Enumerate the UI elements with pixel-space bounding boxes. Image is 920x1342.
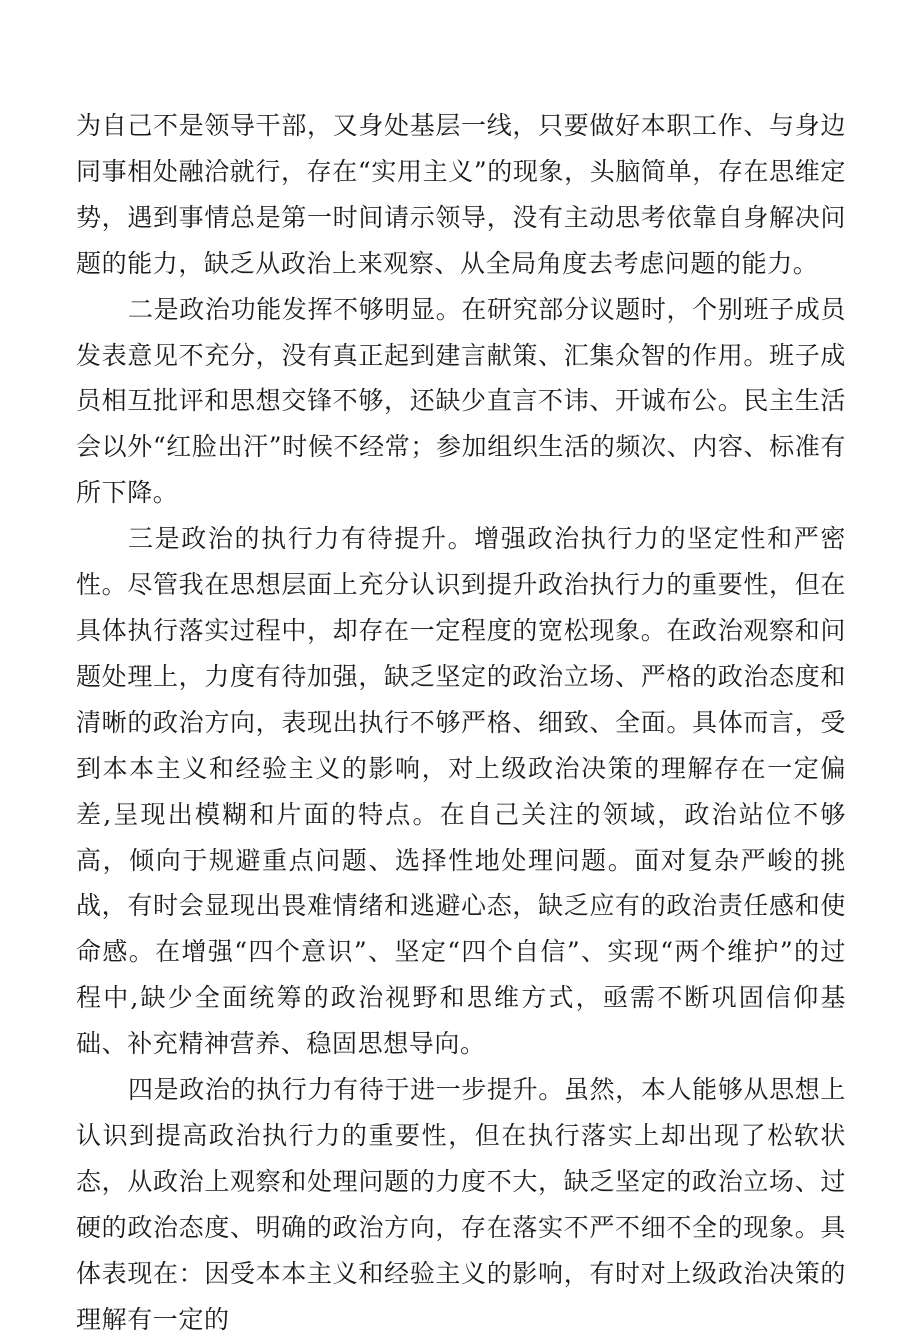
paragraph-continuation: 为自己不是领导干部，又身处基层一线，只要做好本职工作、与身边同事相处融洽就行，存在“实用主义”的现象，头脑简单，存在思维定势，遇到事情总是第一时间请示领导，没有主动思考依靠自身解决问题的能力，缺乏从政治上来观察、从全局角度去考虑问题的能力。 <box>76 111 846 278</box>
paragraph-political-function: 二是政治功能发挥不够明显。在研究部分议题时，个别班子成员发表意见不充分，没有真正起到建言献策、汇集众智的作用。班子成员相互批评和思想交锋不够，还缺少直言不讳、开诚布公。民主生活会以外“红脸出汗”时候不经常；参加组织生活的频次、内容、标准有所下降。 <box>76 294 846 508</box>
paragraph-execution-power: 三是政治的执行力有待提升。增强政治执行力的坚定性和严密性。尽管我在思想层面上充分认识到提升政治执行力的重要性，但在具体执行落实过程中，却存在一定程度的宽松现象。在政治观察和问题处理上，力度有待加强，缺乏坚定的政治立场、严格的政治态度和清晰的政治方向，表现出执行不够严格、细致、全面。具体而言，受到本本主义和经验主义的影响，对上级政治决策的理解存在一定偏差,呈现出模糊和片面的特点。在自己关注的领域，政治站位不够高，倾向于规避重点问题、选择性地处理问题。面对复杂严峻的挑战，有时会显现出畏难情绪和逃避心态，缺乏应有的政治责任感和使命感。在增强“四个意识”、坚定“四个自信”、实现“两个维护”的过程中,缺少全面统筹的政治视野和思维方式，亟需不断巩固信仰基础、补充精神营养、稳固思想导向。 <box>76 524 846 1059</box>
document-body <box>76 103 846 1342</box>
paragraph-execution-further: 四是政治的执行力有待于进一步提升。虽然，本人能够从思想上认识到提高政治执行力的重要性，但在执行落实上却出现了松软状态，从政治上观察和处理问题的力度不大，缺乏坚定的政治立场、过硬的政治态度、明确的政治方向，存在落实不严不细不全的现象。具体表现在：因受本本主义和经验主义的影响，有时对上级政治决策的理解有一定的 <box>76 1075 846 1334</box>
